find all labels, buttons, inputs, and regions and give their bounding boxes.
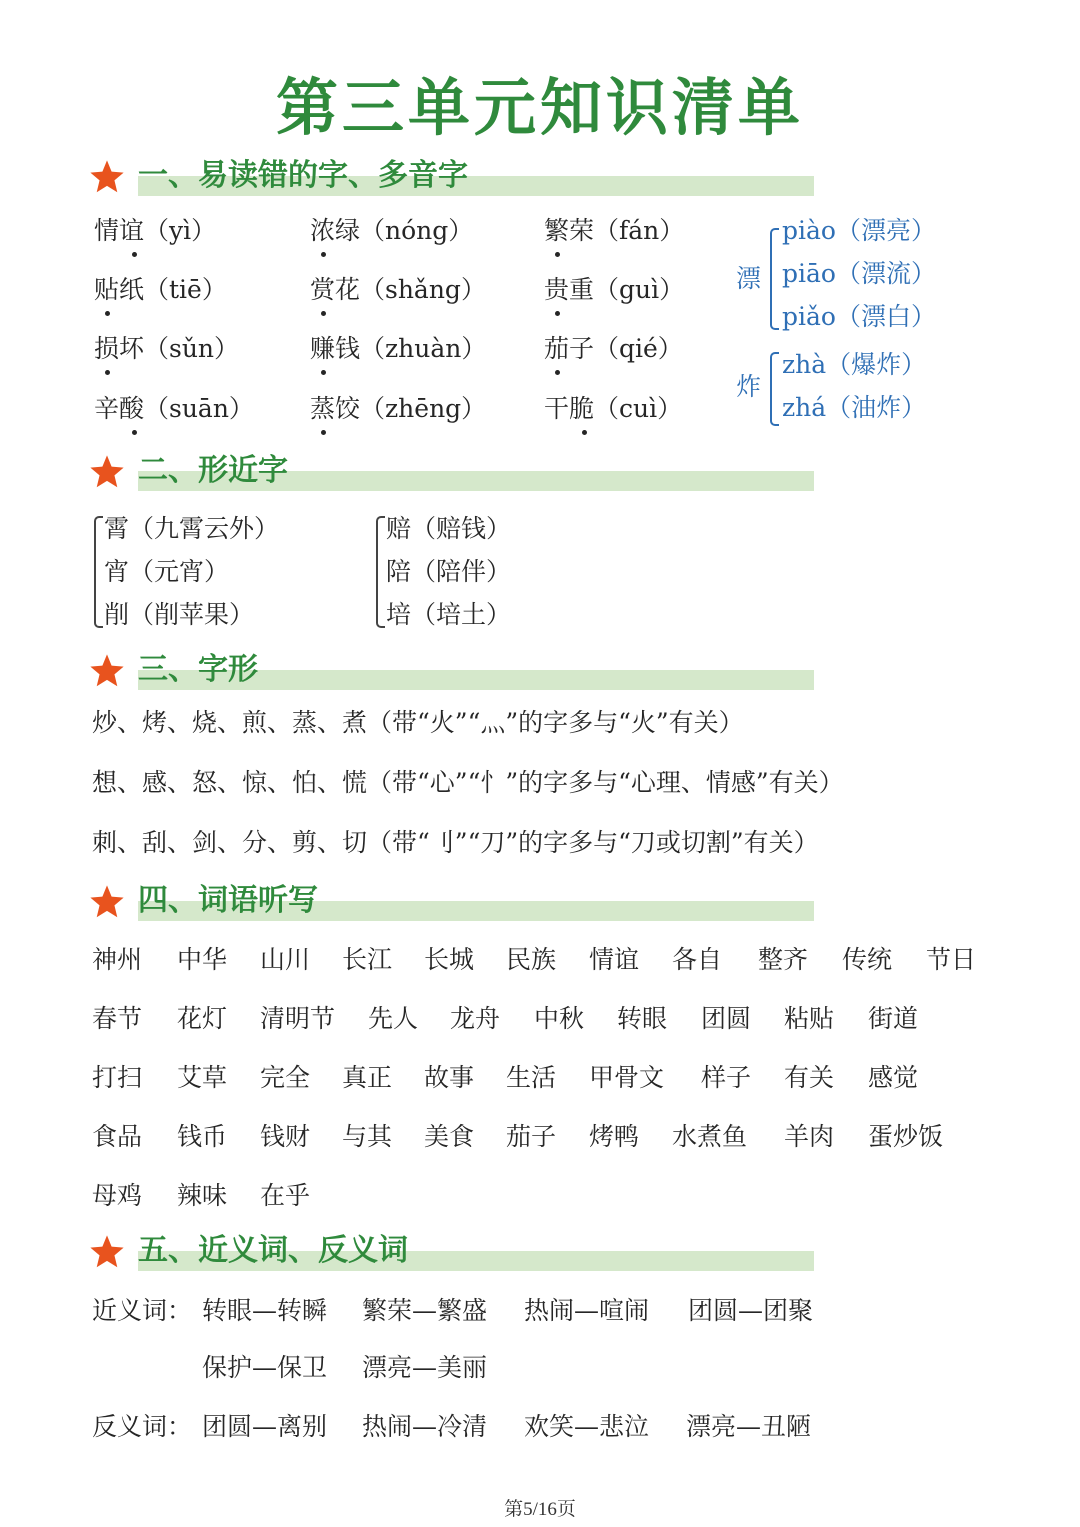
antonym-pair: 团圆—离别	[202, 1412, 328, 1441]
dictation-word: 钱财	[260, 1122, 311, 1151]
synonym-pair: 团圆—团聚	[688, 1296, 814, 1325]
dictation-word: 长江	[342, 945, 393, 974]
similar-char-item: 赔（赔钱）	[386, 514, 512, 543]
similar-char-item: 陪（陪伴）	[386, 557, 512, 586]
section-header-1	[88, 156, 818, 202]
section-title: 一、易读错的字、多音字	[138, 158, 468, 193]
char-form-line: 炒、烤、烧、煎、蒸、煮（带“火”“灬”的字多与“火”有关）	[92, 708, 744, 737]
dictation-word: 民族	[506, 945, 557, 974]
dictation-word: 艾草	[177, 1063, 228, 1092]
section-title: 三、字形	[138, 652, 258, 687]
dictation-word: 茄子	[506, 1122, 557, 1151]
dictation-word: 甲骨文	[589, 1063, 665, 1092]
dictation-word: 烤鸭	[589, 1122, 640, 1151]
section-header-3	[88, 650, 818, 696]
emphasis-dot	[105, 311, 110, 316]
emphasis-dot	[321, 370, 326, 375]
dictation-word: 山川	[260, 945, 311, 974]
emphasis-dot	[555, 370, 560, 375]
pronunciation-item: 繁荣（fán）	[544, 216, 685, 245]
section-header-2	[88, 451, 818, 497]
pronunciation-item: 损坏（sǔn）	[94, 334, 240, 363]
dictation-word: 清明节	[260, 1004, 336, 1033]
dictation-word: 中华	[177, 945, 228, 974]
emphasis-dot	[321, 252, 326, 257]
emphasis-dot	[321, 430, 326, 435]
synonym-pair: 漂亮—美丽	[362, 1353, 488, 1382]
dictation-word: 在乎	[260, 1181, 311, 1210]
pronunciation-item: 浓绿（nóng）	[310, 216, 474, 245]
emphasis-dot	[555, 311, 560, 316]
dictation-word: 感觉	[868, 1063, 919, 1092]
emphasis-dot	[105, 370, 110, 375]
dictation-word: 神州	[92, 945, 143, 974]
polyphone-brace	[770, 228, 779, 330]
dictation-word: 钱币	[177, 1122, 228, 1151]
dictation-word: 各自	[672, 945, 723, 974]
emphasis-dot	[132, 430, 137, 435]
dictation-word: 整齐	[758, 945, 809, 974]
synonyms-label: 近义词：	[92, 1296, 193, 1325]
dictation-word: 与其	[342, 1122, 393, 1151]
char-form-line: 刺、刮、剑、分、剪、切（带“刂”“刀”的字多与“刀或切割”有关）	[92, 828, 819, 857]
synonym-pair: 转眼—转瞬	[202, 1296, 328, 1325]
pronunciation-item: 情谊（yì）	[94, 216, 217, 245]
polyphone-reading: zhá（油炸）	[782, 393, 927, 422]
dictation-word: 春节	[92, 1004, 143, 1033]
emphasis-dot	[132, 252, 137, 257]
page-title: 第三单元知识清单	[275, 71, 804, 144]
group-brace	[94, 516, 103, 628]
dictation-word: 辣味	[177, 1181, 228, 1210]
pronunciation-item: 茄子（qié）	[544, 334, 683, 363]
antonyms-label: 反义词：	[92, 1412, 193, 1441]
similar-char-item: 培（培土）	[386, 600, 512, 629]
section-title: 二、形近字	[138, 453, 288, 488]
antonym-pair: 欢笑—悲泣	[524, 1412, 650, 1441]
antonym-pair: 热闹—冷清	[362, 1412, 488, 1441]
page-number: 第5/16页	[504, 1499, 576, 1520]
dictation-word: 故事	[424, 1063, 475, 1092]
dictation-word: 长城	[424, 945, 475, 974]
polyphone-reading: piǎo（漂白）	[782, 302, 936, 331]
polyphone-reading: piào（漂亮）	[782, 216, 936, 245]
synonym-pair: 保护—保卫	[202, 1353, 328, 1382]
pronunciation-item: 辛酸（suān）	[94, 394, 254, 423]
section-header-5	[88, 1231, 818, 1277]
pronunciation-item: 干脆（cuì）	[544, 394, 683, 423]
emphasis-dot	[582, 430, 587, 435]
dictation-word: 粘贴	[784, 1004, 835, 1033]
synonym-pair: 热闹—喧闹	[524, 1296, 650, 1325]
dictation-word: 打扫	[92, 1063, 143, 1092]
dictation-word: 真正	[342, 1063, 393, 1092]
polyphone-char: 漂	[736, 264, 762, 293]
pronunciation-item: 贴纸（tiē）	[94, 275, 227, 304]
dictation-word: 蛋炒饭	[868, 1122, 944, 1151]
star-icon	[88, 652, 126, 690]
dictation-word: 食品	[92, 1122, 143, 1151]
star-icon	[88, 453, 126, 491]
dictation-word: 中秋	[534, 1004, 585, 1033]
pronunciation-item: 赚钱（zhuàn）	[310, 334, 487, 363]
dictation-word: 龙舟	[450, 1004, 501, 1033]
dictation-word: 花灯	[177, 1004, 228, 1033]
section-title: 五、近义词、反义词	[138, 1233, 408, 1268]
similar-char-item: 宵（元宵）	[104, 557, 230, 586]
dictation-word: 样子	[701, 1063, 752, 1092]
synonym-pair: 繁荣—繁盛	[362, 1296, 488, 1325]
similar-char-item: 霄（九霄云外）	[104, 514, 280, 543]
emphasis-dot	[321, 311, 326, 316]
polyphone-reading: zhà（爆炸）	[782, 350, 927, 379]
section-title: 四、词语听写	[138, 883, 318, 918]
polyphone-reading: piāo（漂流）	[782, 259, 936, 288]
dictation-word: 羊肉	[784, 1122, 835, 1151]
dictation-word: 生活	[506, 1063, 557, 1092]
dictation-word: 美食	[424, 1122, 475, 1151]
polyphone-char: 炸	[736, 372, 762, 401]
dictation-word: 完全	[260, 1063, 311, 1092]
star-icon	[88, 883, 126, 921]
dictation-word: 转眼	[617, 1004, 668, 1033]
dictation-word: 团圆	[701, 1004, 752, 1033]
char-form-line: 想、感、怒、惊、怕、慌（带“心”“忄”的字多与“心理、情感”有关）	[92, 768, 844, 797]
emphasis-dot	[555, 252, 560, 257]
section-header-4	[88, 881, 818, 927]
pronunciation-item: 贵重（guì）	[544, 275, 685, 304]
group-brace	[376, 516, 385, 628]
pronunciation-item: 赏花（shǎng）	[310, 275, 486, 304]
dictation-word: 情谊	[589, 945, 640, 974]
dictation-word: 节日	[926, 945, 977, 974]
similar-char-item: 削（削苹果）	[104, 600, 255, 629]
dictation-word: 有关	[784, 1063, 835, 1092]
polyphone-brace	[770, 352, 779, 426]
dictation-word: 街道	[868, 1004, 919, 1033]
dictation-word: 水煮鱼	[672, 1122, 748, 1151]
pronunciation-item: 蒸饺（zhēng）	[310, 394, 487, 423]
dictation-word: 传统	[842, 945, 893, 974]
antonym-pair: 漂亮—丑陋	[686, 1412, 812, 1441]
star-icon	[88, 1233, 126, 1271]
dictation-word: 先人	[368, 1004, 419, 1033]
dictation-word: 母鸡	[92, 1181, 143, 1210]
star-icon	[88, 158, 126, 196]
